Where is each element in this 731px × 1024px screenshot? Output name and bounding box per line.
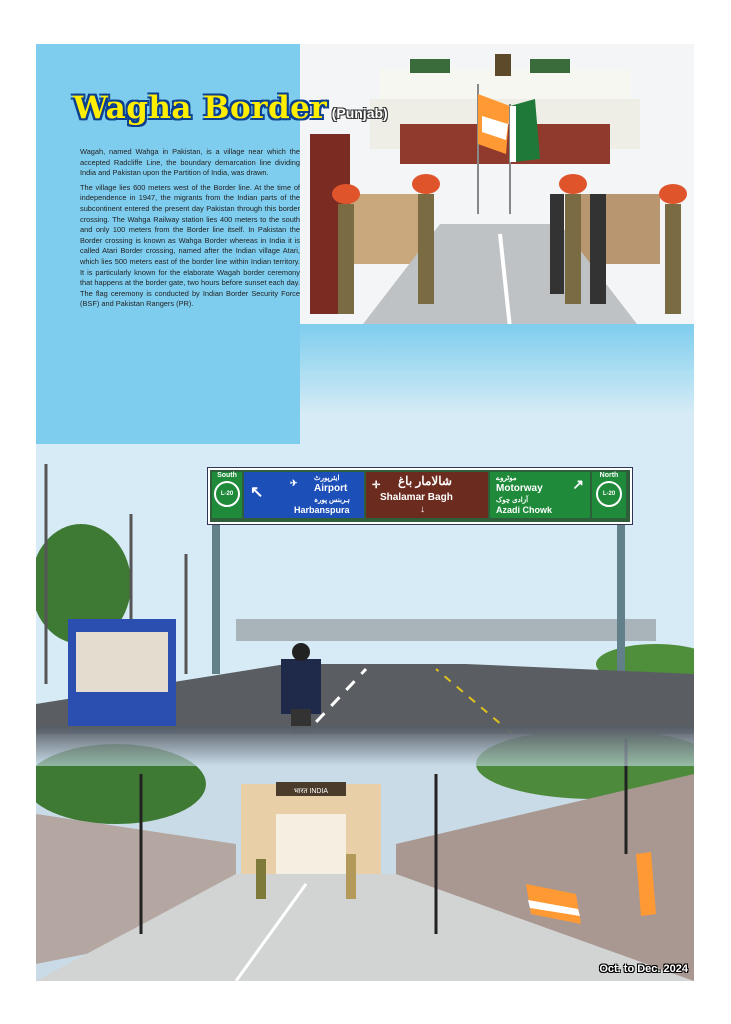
- photo-flag-ceremony: [300, 44, 694, 328]
- sign-route-l20-north: L-20: [596, 481, 622, 507]
- brush-divider-bottom: [36, 726, 694, 766]
- sign-azadi: Azadi Chowk: [496, 505, 553, 515]
- title-sub: (Punjab): [331, 105, 388, 121]
- issue-date-label: Oct. to Dec. 2024: [599, 963, 688, 975]
- sign-airport-urdu: ایئرپورٹ: [314, 475, 340, 482]
- gate-label: भारत INDIA: [293, 788, 329, 795]
- sign-north: North: [599, 472, 619, 479]
- road-sign: [208, 468, 632, 524]
- crowd-illustration: [36, 734, 694, 981]
- arrow-down-icon: ↓: [420, 504, 425, 515]
- sign-motorway: Motorway: [496, 483, 543, 494]
- sign-panel-shalamar: [366, 472, 488, 518]
- arrow-up-right-icon: ↗: [572, 476, 584, 492]
- paragraph-2: The village lies 600 meters west of the Border line. At the time of independence in 1947, the migrants from the Indian parts of the subcontinent entered the present day Pakistan through this border crossing. The Wahga Railway station lies 400 meters to the south and only 100 meters from the Border line itself. In Pakistan the Border crossing is known as Wahga Border whereas in India it is called Atari Border crossing, named after the Indian village Atari, which lies 500 meters east of the border line within Indian territory. It is particularly known for the elaborate Wagah border ceremony that happens at the border gate, two hours before sunset each day. The flag ceremony is conducted by Indian Border Security Force (BSF) and Pakistan Rangers (PR).: [80, 182, 300, 309]
- intersection-icon: ✛: [372, 480, 381, 491]
- sign-shalamar-urdu: شالامار باغ: [398, 474, 452, 488]
- sign-azadi-urdu: آزادی چوک: [496, 497, 529, 504]
- sign-panel-north: [592, 472, 626, 518]
- sign-panel-south: [212, 472, 242, 518]
- sign-harbanspura: Harbanspura: [294, 505, 350, 515]
- sign-motorway-urdu: موٹروے: [496, 475, 517, 482]
- sign-route-l20-south: L-20: [214, 481, 240, 507]
- sign-airport: Airport: [314, 483, 348, 494]
- paragraph-1: Wagah, named Wahga in Pakistan, is a village near which the accepted Radcliffe Line, the boundary demarcation line dividing India and Pakistan upon the Partition of India, was drawn.: [80, 147, 300, 178]
- airplane-icon: ✈: [290, 478, 298, 488]
- sign-panel-motorway: [490, 472, 590, 518]
- sign-harbanspura-urdu: ہربنس پورہ: [314, 497, 350, 504]
- arrow-up-left-icon: ↖: [250, 484, 264, 501]
- flag-ceremony-illustration: [300, 44, 694, 328]
- title-main: Wagha Border: [73, 90, 328, 126]
- article-title: [73, 90, 388, 126]
- photo-crowd-gate: [36, 734, 694, 981]
- magazine-page: [36, 44, 694, 981]
- sign-shalamar: Shalamar Bagh: [380, 492, 453, 503]
- sign-panel-airport: [244, 472, 364, 518]
- sign-south: South: [217, 472, 237, 479]
- article-body: [80, 147, 300, 314]
